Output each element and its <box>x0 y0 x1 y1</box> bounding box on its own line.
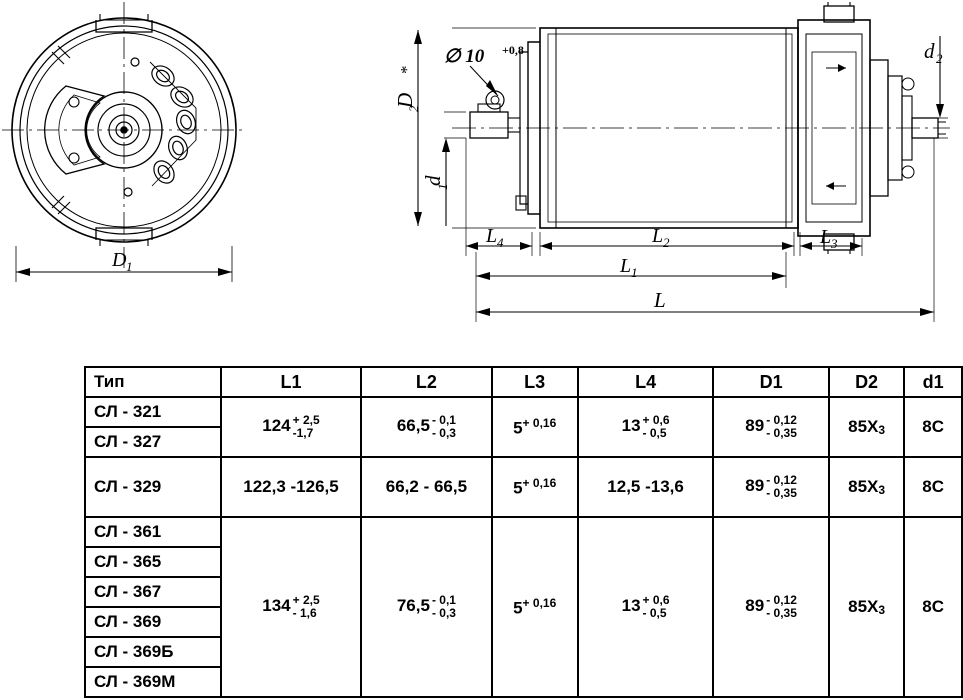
l4-cell: 13 + 0,6 - 0,5 <box>578 517 714 697</box>
type-cell: СЛ - 369М <box>85 667 221 697</box>
d1-small-cell: 8C <box>904 517 962 697</box>
header-l4: L4 <box>578 367 714 397</box>
svg-text:2: 2 <box>406 105 421 112</box>
table-row <box>85 457 962 517</box>
dimensions-table-wrap <box>84 366 963 698</box>
header-d2: D2 <box>829 367 905 397</box>
l4-cell: 12,5 -13,6 <box>578 457 714 517</box>
type-cell: СЛ - 321 <box>85 397 221 427</box>
d1-small-cell: 8C <box>904 397 962 457</box>
l3-cell: $5^{+ 0,16}$ <box>492 517 578 697</box>
table-row <box>85 517 962 547</box>
label-d1: d <box>421 175 445 186</box>
l2-cell: 76,5 - 0,1 - 0,3 <box>361 517 491 697</box>
svg-text:2: 2 <box>663 235 670 250</box>
section-view <box>414 2 950 322</box>
svg-text:1: 1 <box>631 265 638 280</box>
l3-cell: $5^{+ 0,16}$ <box>492 457 578 517</box>
label-L4: L <box>486 225 498 247</box>
header-l3: L3 <box>492 367 578 397</box>
label-D1: D <box>112 249 127 271</box>
label-L1: L <box>620 255 632 277</box>
type-cell: СЛ - 369 <box>85 607 221 637</box>
d1-cell: 89 - 0,12 - 0,35 <box>713 457 828 517</box>
l1-cell: 134 + 2,5 - 1,6 <box>221 517 362 697</box>
table-row <box>85 397 962 427</box>
d1-small-cell: 8C <box>904 457 962 517</box>
label-L2: L <box>652 225 664 247</box>
front-view <box>2 2 246 282</box>
d1-cell: 89 - 0,12 - 0,35 <box>713 517 828 697</box>
header-d1-small: d1 <box>904 367 962 397</box>
type-cell: СЛ - 327 <box>85 427 221 457</box>
l3-cell: $5^{+ 0,16}$ <box>492 397 578 457</box>
svg-text:1: 1 <box>435 183 450 190</box>
svg-text:*: * <box>397 65 416 74</box>
svg-text:+0,8: +0,8 <box>502 43 524 57</box>
label-L: L <box>654 288 666 312</box>
l2-cell: 66,5 - 0,1 - 0,3 <box>361 397 491 457</box>
type-cell: СЛ - 369Б <box>85 637 221 667</box>
type-cell: СЛ - 361 <box>85 517 221 547</box>
svg-text:3: 3 <box>831 236 838 251</box>
type-cell: СЛ - 329 <box>85 457 221 517</box>
label-hole-callout: ∅ 10 <box>444 46 485 67</box>
svg-text:1: 1 <box>126 259 133 274</box>
header-d1: D1 <box>713 367 828 397</box>
svg-text:4: 4 <box>497 235 504 250</box>
table-header-row <box>85 367 962 397</box>
header-type: Тип <box>85 367 221 397</box>
label-d2: d <box>924 39 935 63</box>
type-cell: СЛ - 367 <box>85 577 221 607</box>
l1-cell: 122,3 -126,5 <box>221 457 362 517</box>
d2-cell: 85X3 <box>829 517 905 697</box>
l2-cell: 66,2 - 66,5 <box>361 457 491 517</box>
svg-text:2: 2 <box>936 51 943 66</box>
l4-cell: 13 + 0,6 - 0,5 <box>578 397 714 457</box>
type-cell: СЛ - 365 <box>85 547 221 577</box>
label-L3: L <box>820 226 832 248</box>
d2-cell: 85X3 <box>829 397 905 457</box>
d2-cell: 85X3 <box>829 457 905 517</box>
dimensions-table <box>84 366 963 698</box>
d1-cell: 89 - 0,12 - 0,35 <box>713 397 828 457</box>
header-l2: L2 <box>361 367 491 397</box>
header-l1: L1 <box>221 367 362 397</box>
l1-cell: 124 + 2,5 -1,7 <box>221 397 362 457</box>
label-D2-star: D <box>393 92 417 108</box>
